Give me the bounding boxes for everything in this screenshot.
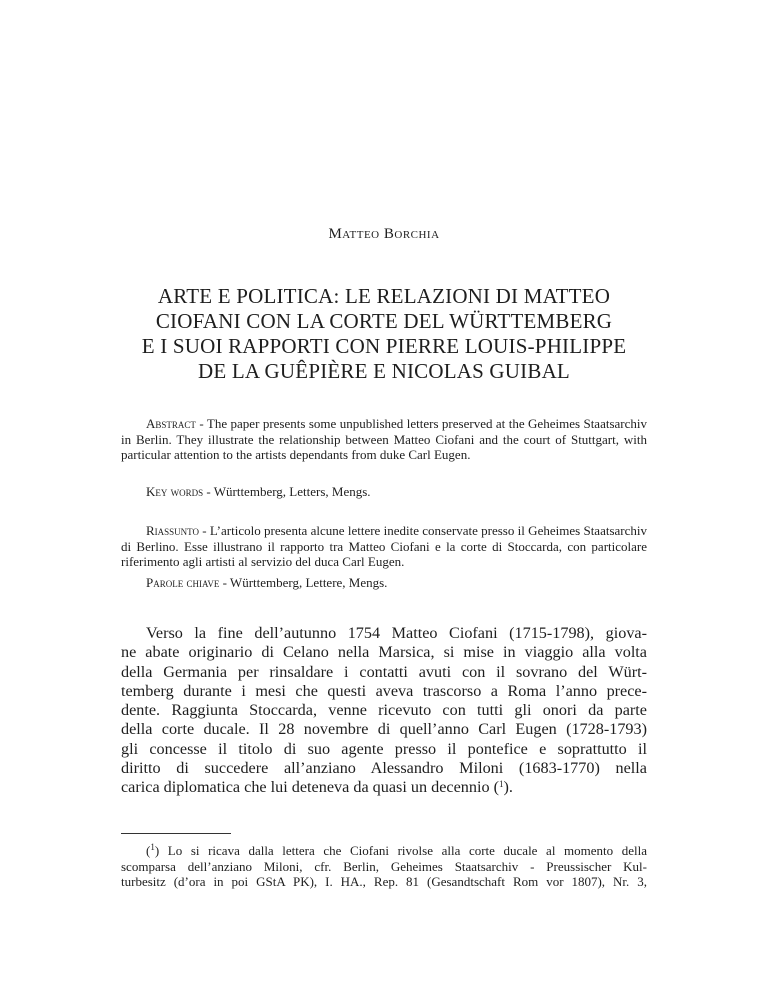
body-line: carica diplomatica che lui deteneva da quasi un decennio (: [121, 778, 499, 797]
footnote-text: Lo si ricava dalla lettera che Ciofani rivolse alla corte ducale al momento della: [159, 843, 647, 858]
author-name: Matteo Borchia: [328, 226, 440, 242]
riassunto-label: Riassunto: [146, 523, 200, 538]
abstract-block: [121, 416, 647, 463]
footnote-divider: [121, 833, 231, 834]
body-paragraph: [121, 624, 647, 798]
parole-chiave-label: Parole chiave: [146, 575, 220, 590]
footnote-marker: 1: [150, 842, 155, 852]
title-line: CIOFANI CON LA CORTE DEL WÜRTTEMBERG: [155, 309, 613, 333]
abstract-text: - The paper presents some unpublished letters preserved at the Geheimes Staatsarchiv in Berlin. They illustrate the relationship between Matteo Ciofani and the court of Stuttgart, with particular attention to the artists dependants from duke Carl Eugen.: [121, 416, 647, 462]
parole-chiave-text: - Württemberg, Lettere, Mengs.: [219, 575, 388, 590]
body-line-last: [121, 778, 647, 797]
footnote-line-first: [121, 843, 647, 859]
footnote-line: turbesitz (d’ora in poi GStA PK), I. HA., Rep. 81 (Gesandtschaft Rom vor 1807), Nr. 3,: [121, 874, 647, 889]
body-line: della corte ducale. Il 28 novembre di quell’anno Carl Eugen (1728-1793): [121, 720, 647, 739]
body-line: gli concesse il titolo di suo agente presso il pontefice e soprattutto il: [121, 739, 647, 758]
body-line: ne abate originario di Celano nella Marsica, si mise in viaggio alla volta: [121, 643, 647, 662]
footnote-reference: 1: [499, 779, 504, 790]
parole-chiave-block: [121, 575, 647, 591]
footnote-marker-open: (: [146, 843, 151, 858]
body-line-tail: ).: [503, 778, 513, 797]
footnote: [121, 843, 647, 890]
title-line: ARTE E POLITICA: LE RELAZIONI DI MATTEO: [157, 284, 611, 308]
body-line: dente. Raggiunta Stoccarda, venne ricevuto con tutti gli onori da parte: [121, 701, 647, 720]
footnote-marker-close: ): [154, 843, 160, 858]
body-line: temberg durante i mesi che questi aveva trascorso a Roma l’anno prece-: [121, 681, 647, 700]
riassunto-text: - L’articolo presenta alcune lettere inedite conservate presso il Geheimes Staatsarchiv di Berlino. Esse illustrano il rapporto tra Matteo Ciofani e la corte di Stoccarda, con particolare riferimento agli artisti al servizio del duca Carl Eugen.: [121, 523, 647, 569]
abstract-label: Abstract: [146, 416, 196, 431]
body-line: Verso la fine dell’autunno 1754 Matteo Ciofani (1715-1798), giova-: [146, 624, 647, 642]
body-line: diritto di succedere all’anziano Alessandro Miloni (1683-1770) nella: [121, 759, 647, 778]
keywords-block: [121, 484, 647, 500]
title-line: DE LA GUÊPIÈRE E NICOLAS GUIBAL: [198, 359, 570, 383]
footnote-line: scomparsa dell’anziano Miloni, cfr. Berlin, Geheimes Staatsarchiv - Preussischer Kul-: [121, 858, 647, 874]
keywords-text: - Württemberg, Letters, Mengs.: [203, 484, 371, 499]
keywords-label: Key words: [146, 484, 204, 499]
title-line: E I SUOI RAPPORTI CON PIERRE LOUIS-PHILIPPE: [141, 334, 627, 358]
body-line: della Germania per rinsaldare i contatti avuti con il sovrano del Würt-: [121, 662, 647, 681]
riassunto-block: [121, 523, 647, 570]
article-title: [100, 284, 668, 384]
